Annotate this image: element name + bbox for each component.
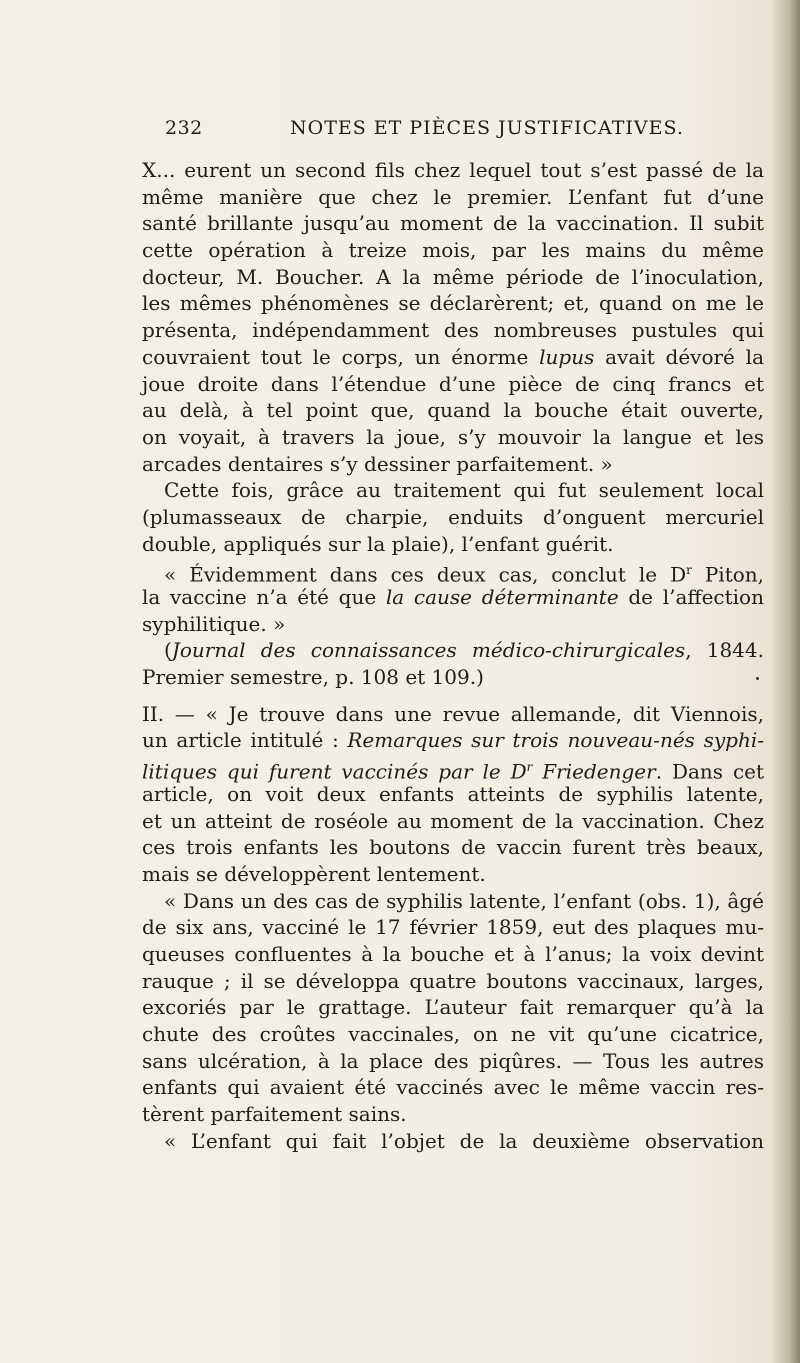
page-edge-shadow (772, 0, 800, 1363)
text-line: queuses confluentes à la bouche et à l’anus; la voix devint (142, 941, 764, 966)
text-line: docteur, M. Boucher. A la même période de l’inoculation, (142, 264, 764, 289)
text-line: tèrent parfaitement sains. (142, 1102, 407, 1127)
text-line: on voyait, à travers la joue, s’y mouvoir la langue et les (142, 424, 764, 449)
text-line: un article intitulé : Remarques sur trois nouveau-nés syphi- (142, 728, 764, 753)
page-header (165, 117, 785, 141)
text-line: la vaccine n’a été que la cause déterminante de l’affection (142, 585, 764, 609)
text-line: de six ans, vacciné le 17 février 1859, eut des plaques mu- (142, 915, 764, 940)
text-line: arcades dentaires s’y dessiner parfaitement. » (142, 451, 613, 476)
text-line: double, appliqués sur la plaie), l’enfant guérit. (142, 531, 614, 556)
text-line: cette opération à treize mois, par les mains du même (142, 238, 764, 263)
text-line: santé brillante jusqu’au moment de la vaccination. Il subit (142, 211, 764, 236)
text-line: Cette fois, grâce au traitement qui fut seulement local (164, 478, 764, 503)
text-line: sans ulcération, à la place des piqûres. — Tous les autres (142, 1048, 764, 1073)
text-line: « Évidemment dans ces deux cas, conclut le $D^r$ Piton, (164, 562, 765, 587)
section-heading-line: II. — « Je trouve dans une revue allemande, dit Viennois, (142, 701, 764, 726)
text-line: excoriés par le grattage. L’auteur fait remarquer qu’à la (142, 995, 764, 1020)
text-line: (plumasseaux de charpie, enduits d’onguent mercuriel (142, 504, 764, 529)
italic-term: lupus (539, 344, 595, 369)
section-gap (142, 691, 764, 701)
text-line: même manière que chez le premier. L’enfant fut d’une (142, 184, 764, 209)
text-line: chute des croûtes vaccinales, on ne vit qu’une cicatrice, (142, 1022, 764, 1046)
text-line: X... eurent un second fils chez lequel tout s’est passé de la (142, 158, 764, 182)
text-line: mais se développèrent lentement. (142, 861, 486, 886)
text-line: au delà, à tel point que, quand la bouche était ouverte, (142, 398, 764, 423)
citation-line: (Journal des connaissances médico-chirurgicales, 1844. (164, 638, 764, 663)
ink-speck (756, 677, 759, 680)
text-line: litiques qui furent vaccinés par le $D^r$ Friedenger. Dans cet (142, 759, 765, 784)
text-line: couvraient tout le corps, un énorme lupus avait dévoré la (142, 344, 765, 369)
text-line: syphilitique. » (142, 611, 286, 636)
body-text (142, 157, 764, 1154)
text-line: présenta, indépendamment des nombreuses pustules qui (142, 318, 764, 343)
text-line: enfants qui avaient été vaccinés avec le même vaccin res- (142, 1075, 764, 1100)
text-line: « L’enfant qui fait l’objet de la deuxième observation (164, 1128, 764, 1153)
text-line: rauque ; il se développa quatre boutons vaccinaux, larges, (142, 968, 764, 993)
text-line: article, on voit deux enfants atteints de syphilis latente, (142, 781, 764, 806)
page-number: 232 (165, 117, 203, 139)
text-line: ces trois enfants les boutons de vaccin furent très beaux, (142, 835, 764, 860)
running-title: NOTES ET PIÈCES JUSTIFICATIVES. (290, 117, 684, 139)
text-line: et un atteint de roséole au moment de la vaccination. Chez (142, 808, 764, 833)
text-line: joue droite dans l’étendue d’une pièce de cinq francs et (142, 371, 764, 396)
text-line: les mêmes phénomènes se déclarèrent; et, quand on me le (142, 291, 764, 316)
text-line: Premier semestre, p. 108 et 109.) (142, 665, 484, 690)
text-line: « Dans un des cas de syphilis latente, l’enfant (obs. 1), âgé (164, 888, 764, 913)
